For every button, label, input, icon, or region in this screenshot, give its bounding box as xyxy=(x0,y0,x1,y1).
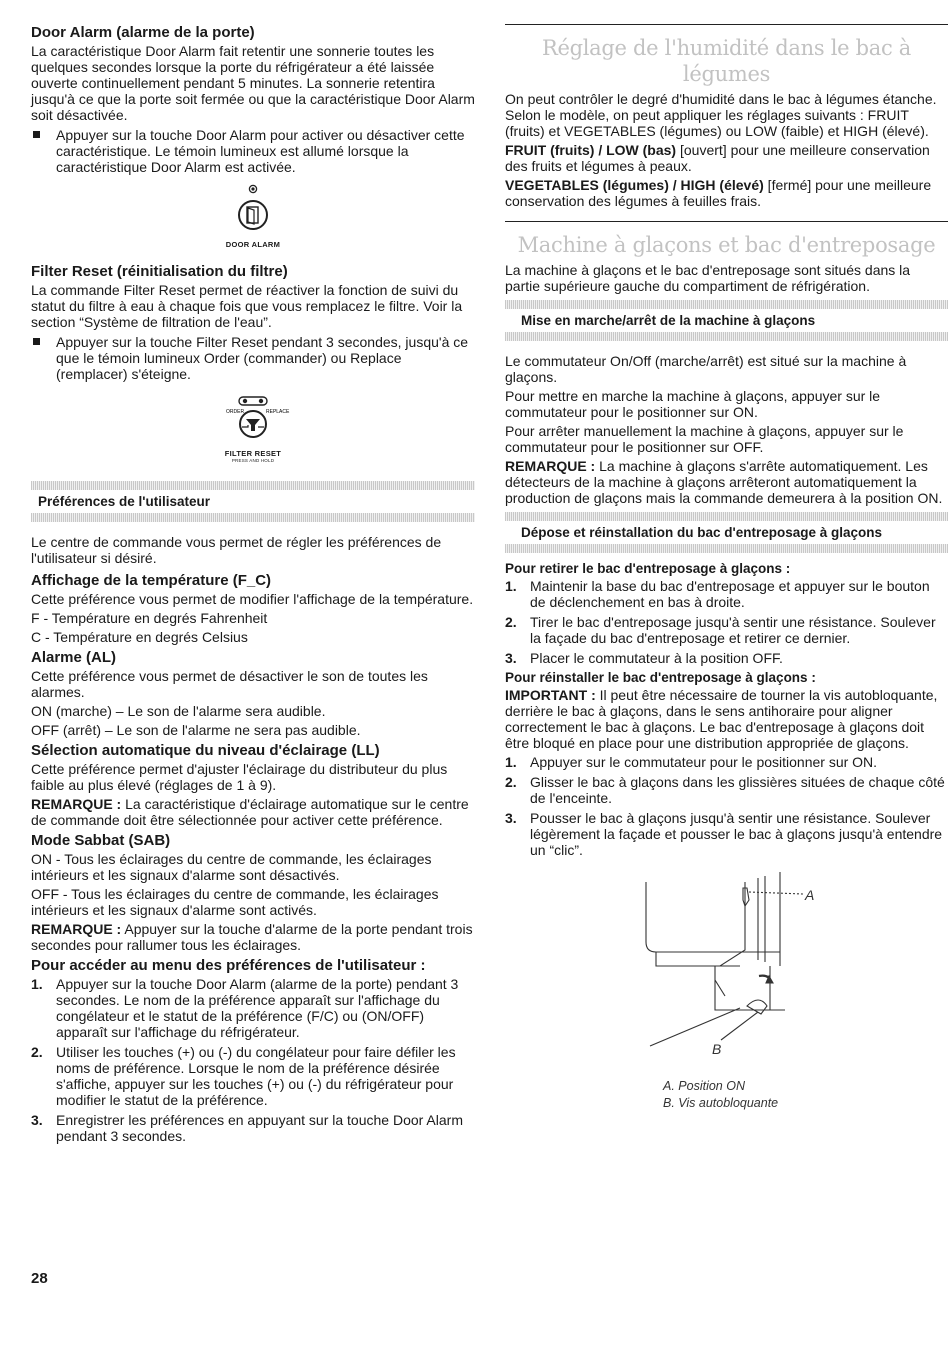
prefs-menu-title: Pour accéder au menu des préférences de l'utilisateur : xyxy=(31,957,426,974)
ice-bin-diagram xyxy=(575,870,895,1065)
door-alarm-icon xyxy=(233,183,273,235)
bullet-square-icon xyxy=(33,131,40,138)
left-column xyxy=(31,24,475,1148)
list-item: 2. Tirer le bac d'entreposage jusqu'à sentir une résistance. Soulever la façade du bac d'entreposage et retirer ce dernier. xyxy=(505,614,936,646)
list-item: 2. Utiliser les touches (+) ou (-) du congélateur pour faire défiler les noms de préférence. Lorsque le nom de la préférence désirée s'affiche, appuyer sur les touches (+) ou (-) du réfrigérateur pour modifier le statut de la préférence. xyxy=(31,1044,456,1108)
section-divider-bar xyxy=(505,332,948,341)
ice-onoff-p2: Pour mettre en marche la machine à glaçons, appuyer sur le commutateur pour le positionner sur ON. xyxy=(505,388,881,420)
list-item: 3. Pousser le bac à glaçons jusqu'à sentir une résistance. Soulever légèrement la façade et pousser le bac à glaçons jusqu'à entendre un “clic”. xyxy=(505,810,943,858)
section-divider-bar xyxy=(31,481,475,490)
reinstall-bin-title: Pour réinstaller le bac d'entreposage à glaçons : xyxy=(505,670,816,685)
humidity-fruit: FRUIT (fruits) / LOW (bas) [ouvert] pour une meilleure conservation des fruits et légumes à peaux. xyxy=(505,142,930,174)
humidity-vegetables: VEGETABLES (légumes) / HIGH (élevé) [fermé] pour une meilleure conservation des légumes à feuilles frais. xyxy=(505,177,932,209)
ice-onoff-p3: Pour arrêter manuellement la machine à glaçons, appuyer sur le commutateur pour le positionner sur OFF. xyxy=(505,423,904,455)
filter-reset-icon xyxy=(208,394,298,444)
user-prefs-intro: Le centre de commande vous permet de régler les préférences de l'utilisateur si désiré. xyxy=(31,534,442,566)
note-text: La caractéristique d'éclairage automatique sur le centre de commande doit être sélectionnée pour activer cette préférence. xyxy=(31,796,469,828)
ice-bin-illustration xyxy=(505,870,948,1070)
door-alarm-icon-label: DOOR ALARM xyxy=(225,240,281,249)
prefs-menu-steps xyxy=(31,976,475,1144)
caption-b: B. Vis autobloquante xyxy=(663,1096,779,1110)
sabbath-off-text: OFF - Tous les éclairages du centre de commande, les éclairages intérieurs et les signaux d'alarme sont activés. xyxy=(31,886,439,918)
section-rule xyxy=(505,221,948,222)
section-divider-bar xyxy=(31,513,475,522)
note-label: REMARQUE : xyxy=(31,796,122,812)
door-alarm-bullet-text: Appuyer sur la touche Door Alarm pour activer ou désactiver cette caractéristique. Le témoin lumineux est allumé lorsque la caractéristique Door Alarm est activée. xyxy=(56,127,465,175)
alarm-body: Cette préférence vous permet de désactiver le son de toutes les alarmes. xyxy=(31,668,428,700)
ice-maker-body: La machine à glaçons et le bac d'entreposage sont situés dans la partie supérieure gauche du compartiment de réfrigération. xyxy=(505,262,911,294)
important-note: IMPORTANT : Il peut être nécessaire de tourner la vis autobloquante, derrière le bac à glaçons, dans le sens antihoraire pour aligner correctement le bac à glaçons. Le bac d'entreposage à glaçons doit être bloqué en place pour une distribution appropriée de glaçons. xyxy=(505,687,938,751)
light-level-title: Sélection automatique du niveau d'éclairage (LL) xyxy=(31,742,380,759)
note-label: REMARQUE : xyxy=(31,921,122,937)
page-number: 28 xyxy=(31,1270,48,1287)
ice-onoff-heading: Mise en marche/arrêt de la machine à glaçons xyxy=(521,313,816,328)
top-rule xyxy=(505,24,948,25)
remove-bin-steps xyxy=(505,578,948,666)
ice-onoff-p1: Le commutateur On/Off (marche/arrêt) est situé sur la machine à glaçons. xyxy=(505,353,907,385)
remove-bin-title: Pour retirer le bac d'entreposage à glaçons : xyxy=(505,561,791,576)
light-level-note xyxy=(31,796,475,828)
light-level-body: Cette préférence permet d'ajuster l'éclairage du distributeur du plus faible au plus élevé (réglages de 1 à 9). xyxy=(31,761,448,793)
filter-reset-button-graphic xyxy=(31,394,475,463)
ice-onoff-note: REMARQUE : La machine à glaçons s'arrête automatiquement. Les détecteurs de la machine à glaçons arrêteront automatiquement la production de glaçons mais la commande demeurera à la position ON. xyxy=(505,458,943,506)
label-a: A xyxy=(805,887,815,903)
filter-reset-bullet xyxy=(31,334,475,382)
door-alarm-body: La caractéristique Door Alarm fait retentir une sonnerie toutes les quelques secondes lorsque la porte du réfrigérateur a été laissée ouverte continuellement pendant 5 minutes. La sonnerie retentira jusqu'à ce que la porte soit fermée ou que la caractéristique Door Alarm soit désactivée. xyxy=(31,43,475,123)
label-b: B xyxy=(712,1041,722,1057)
filter-reset-title: Filter Reset (réinitialisation du filtre) xyxy=(31,263,288,280)
list-item: 1. Appuyer sur le commutateur pour le positionner sur ON. xyxy=(505,754,878,770)
list-item: 1. Maintenir la base du bac d'entreposage et appuyer sur le bouton de déclenchement en bas à droite. xyxy=(505,578,930,610)
temp-display-body: Cette préférence vous permet de modifier l'affichage de la température. xyxy=(31,591,474,607)
door-alarm-title: Door Alarm (alarme de la porte) xyxy=(31,24,255,41)
humidity-section-title: Réglage de l'humidité dans le bac à légumes xyxy=(541,36,912,86)
filter-reset-body: La commande Filter Reset permet de réactiver la fonction de suivi du statut du filtre à eau à chaque fois que vous remplacez le filtre. Voir la section “Système de filtration de l'eau”. xyxy=(31,282,463,330)
caption-a: A. Position ON xyxy=(663,1079,745,1093)
section-divider-bar xyxy=(505,300,948,309)
order-label: ORDER xyxy=(226,409,245,415)
door-alarm-bullet xyxy=(31,127,475,175)
note-text: Appuyer sur la touche d'alarme de la porte pendant trois secondes pour rallumer tous les éclairages. xyxy=(31,921,473,953)
list-item: 2. Glisser le bac à glaçons dans les glissières situées de chaque côté de l'enceinte. xyxy=(505,774,945,806)
sabbath-on-text: ON - Tous les éclairages du centre de commande, les éclairages intérieurs et les signaux d'alarme sont désactivés. xyxy=(31,851,432,883)
user-prefs-heading: Préférences de l'utilisateur xyxy=(38,494,211,509)
section-divider-bar xyxy=(505,544,948,553)
sabbath-mode-title: Mode Sabbat (SAB) xyxy=(31,832,171,849)
reinstall-bin-steps xyxy=(505,754,948,858)
ice-maker-section-title: Machine à glaçons et bac d'entreposage xyxy=(517,233,936,257)
list-item: 3. Placer le commutateur à la position OFF. xyxy=(505,650,783,666)
alarm-on-text: ON (marche) – Le son de l'alarme sera audible. xyxy=(31,703,326,719)
temp-f-text: F - Température en degrés Fahrenheit xyxy=(31,610,268,626)
filter-reset-icon-sublabel: PRESS AND HOLD xyxy=(231,458,275,463)
section-divider-bar xyxy=(505,512,948,521)
filter-reset-bullet-text: Appuyer sur la touche Filter Reset pendant 3 secondes, jusqu'à ce que le témoin lumineux Order (commander) ou Replace (remplacer) s'éteigne. xyxy=(56,334,469,382)
replace-label: REPLACE xyxy=(266,409,290,415)
bin-heading: Dépose et réinstallation du bac d'entreposage à glaçons xyxy=(521,525,883,540)
filter-reset-icon-label: FILTER RESET xyxy=(224,449,282,458)
right-column xyxy=(505,24,948,1112)
temp-c-text: C - Température en degrés Celsius xyxy=(31,629,248,645)
alarm-title: Alarme (AL) xyxy=(31,649,117,666)
sabbath-note xyxy=(31,921,475,953)
list-item: 3. Enregistrer les préférences en appuyant sur la touche Door Alarm pendant 3 secondes. xyxy=(31,1112,463,1144)
list-item: 1. Appuyer sur la touche Door Alarm (alarme de la porte) pendant 3 secondes. Le nom de la préférence apparaît sur l'affichage du congélateur et le statut de la préférence (F/C) ou (ON/OFF) apparaît sur l'affichage du réfrigérateur. xyxy=(31,976,459,1040)
temp-display-title: Affichage de la température (F_C) xyxy=(31,572,272,589)
humidity-body: On peut contrôler le degré d'humidité dans le bac à légumes étanche. Selon le modèle, on peut appliquer les réglages suivants : FRUIT (fruits) et VEGETABLES (légumes) ou LOW (faible) et HIGH (élevé). xyxy=(505,91,937,139)
door-alarm-button-graphic xyxy=(31,183,475,249)
bullet-square-icon xyxy=(33,338,40,345)
alarm-off-text: OFF (arrêt) – Le son de l'alarme ne sera pas audible. xyxy=(31,722,361,738)
